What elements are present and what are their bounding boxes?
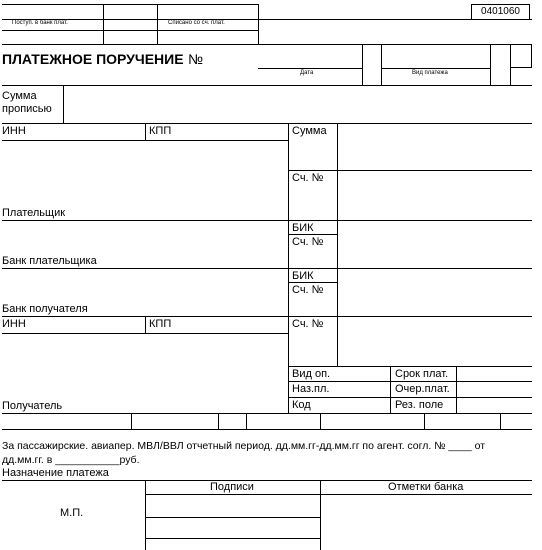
purpose-code-label: Наз.пл.	[292, 383, 330, 395]
codes-top-line	[288, 366, 532, 367]
codes-row-line	[288, 381, 532, 382]
payment-type-underline	[381, 68, 490, 69]
payment-type-label: Вид платежа	[412, 70, 448, 76]
payer-inn-label: ИНН	[2, 125, 26, 137]
recipient-inn-row-line	[2, 333, 288, 334]
form-code: 0401060	[471, 4, 530, 20]
bank-marks-label: Отметки банка	[388, 481, 464, 493]
stamp-label: М.П.	[60, 507, 84, 519]
codes-divider	[390, 366, 391, 413]
payer-bank-bik-line	[288, 234, 337, 235]
header-divider	[258, 4, 259, 44]
amount-words-top-line	[2, 85, 532, 86]
header-top-line	[2, 4, 258, 5]
payer-bank-bik-label: БИК	[292, 222, 314, 234]
amount-words-divider	[63, 85, 64, 123]
footer-divider	[320, 480, 321, 550]
amount-label: Сумма	[292, 125, 327, 137]
payer-bank-label: Банк плательщика	[2, 255, 97, 267]
purpose-text: За пассажирские. авиапер. МВЛ/ВВЛ отчетный период. дд.мм.гг-дд.мм.гг по агент. согл. № ____ от	[2, 440, 486, 452]
tax-cell-divider	[424, 413, 425, 429]
amount-words-label: прописью	[2, 103, 52, 115]
recipient-bank-label: Банк получателя	[2, 303, 88, 315]
number-sign: №	[188, 51, 204, 67]
amount-row-line	[288, 170, 532, 171]
signature-line	[145, 517, 320, 518]
date-label: Дата	[300, 70, 314, 76]
payer-bank-account-label: Сч. №	[292, 236, 324, 248]
tax-cell-divider	[320, 413, 321, 429]
date-underline	[258, 68, 362, 69]
payer-inn-kpp-divider	[145, 123, 146, 140]
form-title-text: ПЛАТЕЖНОЕ ПОРУЧЕНИЕ	[2, 51, 184, 67]
tax-row-bottom-line	[2, 429, 532, 430]
footer-divider	[145, 480, 146, 550]
title-top-line	[2, 44, 532, 45]
header-mid-line	[2, 19, 532, 20]
recipient-inn-label: ИНН	[2, 318, 26, 330]
res-field-label: Рез. поле	[395, 399, 444, 411]
payer-bank-bottom-line	[2, 268, 532, 269]
payer-kpp-label: КПП	[149, 125, 172, 137]
op-type-label: Вид оп.	[292, 368, 331, 380]
order-label: Очер.плат.	[395, 383, 450, 395]
signatures-label: Подписи	[210, 481, 254, 493]
term-label: Срок плат.	[395, 368, 449, 380]
recipient-bank-bik-line	[288, 282, 337, 283]
codes-divider	[456, 366, 457, 413]
codes-row-line	[288, 397, 532, 398]
tax-cell-divider	[246, 413, 247, 429]
date-field-divider	[362, 44, 363, 85]
tax-row-top-line	[2, 413, 532, 414]
recipient-bank-bik-label: БИК	[292, 270, 314, 282]
payer-label: Плательщик	[2, 207, 66, 219]
purpose-label: Назначение платежа	[2, 467, 109, 479]
received-in-bank-label: Поступ. в банк плат.	[12, 20, 68, 26]
header-divider	[157, 4, 158, 44]
tax-cell-divider	[218, 413, 219, 429]
header-bottom-line	[2, 30, 258, 31]
debited-from-account-label: Списано со сч. плат.	[168, 20, 225, 26]
signature-line	[145, 538, 320, 539]
recipient-bank-bottom-line	[2, 316, 532, 317]
form-title	[2, 52, 203, 68]
amount-words-bottom-line	[2, 123, 532, 124]
recipient-bank-account-label: Сч. №	[292, 284, 324, 296]
date-field-divider	[381, 44, 382, 85]
code-label: Код	[292, 399, 311, 411]
recipient-kpp-label: КПП	[149, 318, 172, 330]
payer-account-label: Сч. №	[292, 172, 324, 184]
payer-section-bottom-line	[2, 220, 532, 221]
purpose-text: дд.мм.гг. в ___________руб.	[2, 454, 140, 466]
value-column-divider	[337, 123, 338, 366]
recipient-account-label: Сч. №	[292, 318, 324, 330]
status-box[interactable]	[510, 44, 532, 68]
payment-type-divider	[490, 44, 491, 85]
amount-words-label: Сумма	[2, 90, 37, 102]
footer-header-line	[145, 494, 532, 495]
recipient-inn-kpp-divider	[145, 316, 146, 333]
recipient-label: Получатель	[2, 400, 63, 412]
tax-cell-divider	[500, 413, 501, 429]
header-divider	[103, 4, 104, 44]
tax-cell-divider	[131, 413, 132, 429]
payer-inn-row-line	[2, 140, 288, 141]
